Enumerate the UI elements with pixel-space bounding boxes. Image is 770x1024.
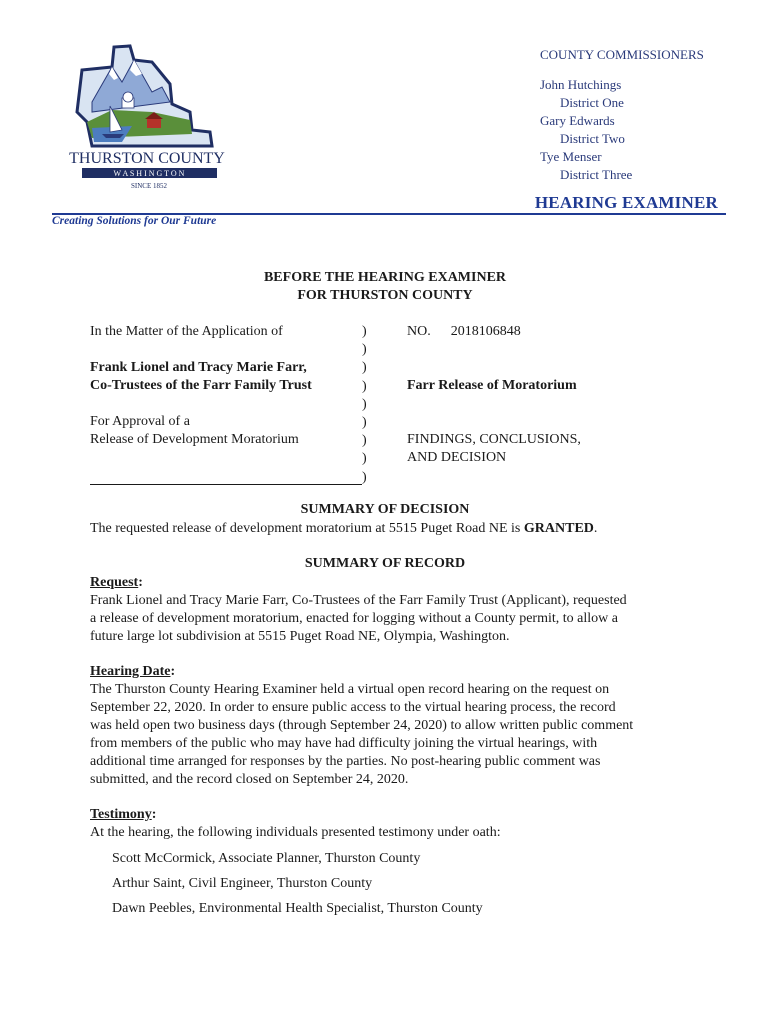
request-heading: Request xyxy=(90,575,139,590)
request-line: future large lot subdivision at 5515 Puget Road NE, Olympia, Washington. xyxy=(90,629,510,644)
tagline: Creating Solutions for Our Future xyxy=(52,215,217,227)
applicant-line: Co-Trustees of the Farr Family Trust xyxy=(90,378,312,393)
witness-item: Scott McCormick, Associate Planner, Thurston County xyxy=(112,851,421,866)
paren: ) xyxy=(362,469,367,485)
case-number-label: NO. xyxy=(407,324,431,339)
caption-heading-line: BEFORE THE HEARING EXAMINER xyxy=(263,270,507,285)
testimony-section: Testimony: At the hearing, the following individuals presented testimony under oath: xyxy=(90,806,690,842)
commissioner-district: District Two xyxy=(560,131,625,146)
commissioners-block xyxy=(540,46,704,184)
project-name: Farr Release of Moratorium xyxy=(407,378,577,393)
doc-type-line: FINDINGS, CONCLUSIONS, xyxy=(407,432,581,447)
testimony-heading: Testimony xyxy=(90,807,152,822)
request-line: a release of development moratorium, enacted for logging without a County permit, to allow a xyxy=(90,611,618,626)
paren: ) xyxy=(362,342,367,358)
decision-outcome: GRANTED xyxy=(523,521,594,536)
decision-period: . xyxy=(593,521,598,536)
doc-type-line: AND DECISION xyxy=(407,450,507,465)
caption-heading xyxy=(0,269,770,305)
county-logo xyxy=(52,42,247,192)
commissioner-name: John Hutchings xyxy=(540,77,622,92)
summary-decision-title: SUMMARY OF DECISION xyxy=(300,502,470,517)
paren: ) xyxy=(362,451,367,467)
state-text: W A S H I N G T O N xyxy=(113,169,185,178)
request-section: Request: Frank Lionel and Tracy Marie Farr, Co-Trustees of the Farr Family Trust (Applicant), requested a release of development moratorium, enacted for logging without a County permit, to allow a future large lot subdivision at 5515 Puget Road NE, Olympia, Washington. xyxy=(90,574,690,646)
commissioner-district: District Three xyxy=(560,167,633,182)
case-number-value: 2018106848 xyxy=(450,324,521,339)
approval-line: Release of Development Moratorium xyxy=(90,432,299,447)
approval-line: For Approval of a xyxy=(90,414,190,429)
paren: ) xyxy=(362,396,367,412)
summary-decision-text xyxy=(90,520,710,538)
applicant-line: Frank Lionel and Tracy Marie Farr, xyxy=(90,360,307,375)
witness-item: Dawn Peebles, Environmental Health Specialist, Thurston County xyxy=(112,901,483,916)
case-number xyxy=(407,323,521,341)
commissioner-district: District One xyxy=(560,95,624,110)
county-name-text: THURSTON COUNTY xyxy=(69,150,225,167)
caption-underline xyxy=(90,484,362,485)
hearing-line: The Thurston County Hearing Examiner held a virtual open record hearing on the request on xyxy=(90,682,610,697)
office-title: HEARING EXAMINER xyxy=(534,193,718,212)
caption-parens xyxy=(362,323,367,487)
summary-record-title: SUMMARY OF RECORD xyxy=(304,556,466,571)
paren: ) xyxy=(362,378,367,394)
since-text: SINCE 1852 xyxy=(131,182,167,190)
witness-list xyxy=(112,846,483,921)
hearing-line: September 22, 2020. In order to ensure public access to the virtual hearing process, the record xyxy=(90,700,616,715)
commissioner-name: Tye Menser xyxy=(540,149,602,164)
commissioners-title: COUNTY COMMISSIONERS xyxy=(540,47,704,62)
testimony-intro: At the hearing, the following individuals presented testimony under oath: xyxy=(90,825,501,840)
decision-text: The requested release of development moratorium at 5515 Puget Road NE is xyxy=(90,521,524,536)
county-logo-icon xyxy=(52,42,247,192)
hearing-line: additional time arranged for responses by the parties. No post-hearing public comment was xyxy=(90,754,601,769)
matter-text: In the Matter of the Application of xyxy=(90,324,283,339)
hearing-line: submitted, and the record closed on September 24, 2020. xyxy=(90,772,409,787)
paren: ) xyxy=(362,433,367,449)
witness-item: Arthur Saint, Civil Engineer, Thurston County xyxy=(112,876,373,891)
hearing-line: from members of the public who may have had difficulty joining the virtual hearings, with xyxy=(90,736,598,751)
caption-heading-line: FOR THURSTON COUNTY xyxy=(297,288,473,303)
hearing-section: Hearing Date: The Thurston County Hearing Examiner held a virtual open record hearing on the request on September 22, 2020. In order to ensure public access to the virtual hearing process, the record was held open two business days (through September 24, 2020) to allow written public comment from members of the public who may have had difficulty joining the virtual hearings, with additional time arranged for responses by the parties. No post-hearing public comment was submitted, and the record closed on September 24, 2020. xyxy=(90,663,690,789)
request-line: Frank Lionel and Tracy Marie Farr, Co-Trustees of the Farr Family Trust (Applicant), requested xyxy=(90,593,627,608)
paren: ) xyxy=(362,324,367,339)
paren: ) xyxy=(362,360,367,376)
hearing-heading: Hearing Date xyxy=(90,664,171,679)
commissioner-name: Gary Edwards xyxy=(540,113,615,128)
hearing-line: was held open two business days (through September 24, 2020) to allow written public comment xyxy=(90,718,634,733)
paren: ) xyxy=(362,415,367,431)
